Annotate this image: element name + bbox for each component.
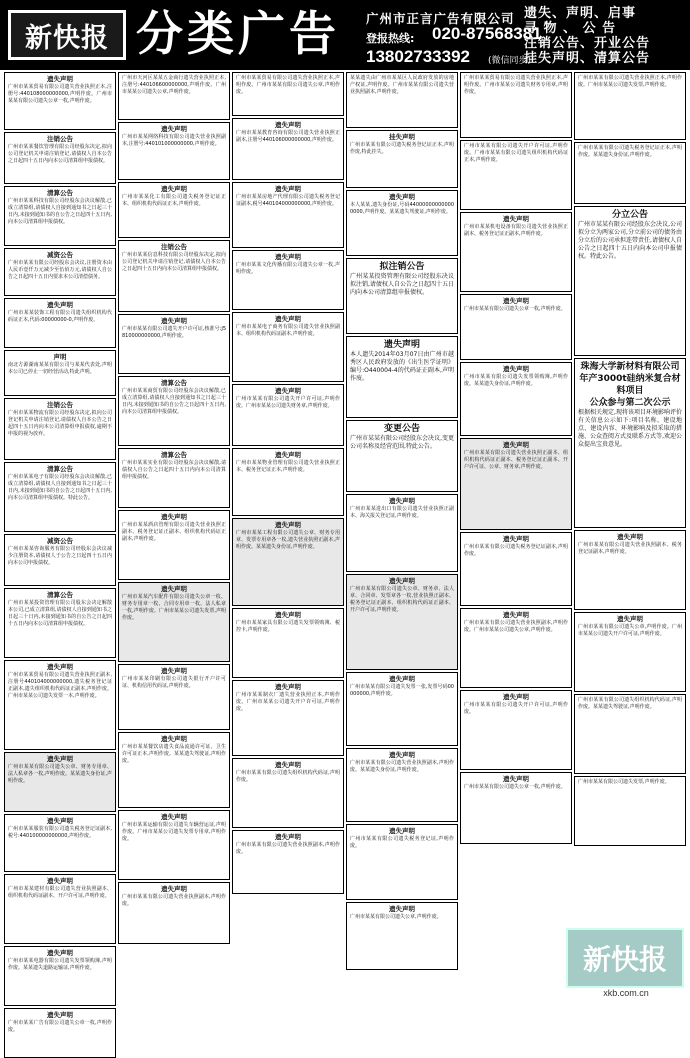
notice: 遗失声明 广州市某某化工有限公司遗失税务登记证正本、组织机构代码证正本,声明作废。 bbox=[118, 182, 230, 238]
notice-title: 遗失声明 bbox=[383, 340, 420, 350]
notice: 减资公告 广州市某某咨询服务有限公司经股东会决议减少注册资本,请债权人于公告之日起四十五日内向本公司申报债权。 bbox=[4, 534, 116, 586]
notice-title: 声明 bbox=[53, 353, 67, 361]
notice: 广州市某某有限公司遗失营业执照正本,声明作废。广州市某某公司遗失发票,声明作废。 bbox=[574, 72, 686, 140]
notice-title: 减资公告 bbox=[47, 537, 73, 545]
notice-title: 遗失声明 bbox=[389, 751, 415, 759]
notice: 遗失声明 广州市某某有限公司遗失公章,声明作废。广州市某某公司遗失开户许可证,声明作废。 bbox=[574, 612, 686, 692]
notice-title: 注销公告 bbox=[47, 135, 73, 143]
notice: 挂失声明 广州市某某有限公司遗失税务登记证正本,声明作废,特此挂失。 bbox=[346, 130, 458, 188]
notice-title: 遗失声明 bbox=[47, 1011, 73, 1019]
notice-title: 遗失声明 bbox=[275, 683, 301, 691]
notice-title: 遗失声明 bbox=[389, 577, 415, 585]
notice: 清算公告 广州市某某商贸有限公司经股东会决议解散,已成立清算组,请债权人自接到通知书之日起三十日内,未接到通知书的自公告之日起四十五日内,向本公司清算组申报债权。 bbox=[118, 376, 230, 446]
notice-title: 分立公告 bbox=[611, 210, 648, 220]
notice-title: 遗失声明 bbox=[389, 905, 415, 913]
notice: 减资公告 广州市某某有限公司经股东会决议,注册资本由人民币壹仟万元减少至伍佰万元,请债权人自公告之日起四十五日内要求本公司清偿债务。 bbox=[4, 248, 116, 296]
notice: 某某遗失由广州市某某区人民政府发放的房地产权证,声明作废。广州市某某有限公司遗失营业执照副本,声明作废。 bbox=[346, 72, 458, 128]
notice: 遗失声明 广州市某某服装有限公司遗失税务登记证副本,税号:440100000000000,声明作废。 bbox=[4, 814, 116, 872]
notice: 珠海大学新材料有限公司年产3000t硅纳米复合材料项目 公众参与第二次公示 根据相关规定,现将该项目环境影响评价有关信息公示如下:项目名称、建设地点、建设内容、环境影响及拟采取的措施、公众查阅方式及联系方式等,欢迎公众提出宝贵意见。 bbox=[574, 358, 686, 528]
service-line: 挂失声明、清算公告 bbox=[524, 51, 651, 66]
notice: 遗失声明 广州市某某有限公司遗失营业执照副本、税务登记证副本,声明作废。 bbox=[574, 530, 686, 610]
notice: 广州市天河区某某五金商行遗失营业执照正本,注册号:440106600000000,声明作废。广州市某某公司遗失公章,声明作废。 bbox=[118, 72, 230, 120]
notice-title: 注销公告 bbox=[161, 243, 187, 251]
notice: 遗失声明 广州市某某有限公司遗失公章,声明作废。 bbox=[346, 902, 458, 970]
notice-title: 遗失声明 bbox=[389, 193, 415, 201]
notice-title: 遗失声明 bbox=[275, 833, 301, 841]
notice-title: 拟注销公告 bbox=[379, 262, 425, 272]
notice-title: 遗失声明 bbox=[161, 185, 187, 193]
footer-url: xkb.com.cn bbox=[566, 988, 686, 1002]
column-4 bbox=[346, 72, 458, 1000]
notice-title: 清算公告 bbox=[161, 379, 187, 387]
notice: 遗失声明 广州市某某电子商务有限公司遗失营业执照副本、组织机构代码证副本,声明作废。 bbox=[232, 312, 344, 382]
notice: 遗失声明 广州市某某电器有限公司遗失发票领购簿,声明作废。某某遗失道路运输证,声明作废。 bbox=[4, 946, 116, 1006]
notice-title: 遗失声明 bbox=[503, 693, 529, 701]
notice: 清算公告 广州市某某电子有限公司经股东会决议解散,已成立清算组,请债权人自接到通知书之日起三十日内,未接到通知书的自公告之日起四十五日内,向本公司清算组申报债权。特此公告。 bbox=[4, 462, 116, 532]
hotline-label: 登报热线: bbox=[366, 32, 415, 45]
service-line: 寻 物 、 公 告 bbox=[524, 21, 617, 36]
notice: 遗失声明 广州市某某餐饮店遗失食品流通许可证、卫生许可证正本,声明作废。某某遗失驾驶证,声明作废。 bbox=[118, 732, 230, 808]
mobile-number: 13802733392 bbox=[366, 47, 471, 66]
notice: 遗失声明 广州市某某汽车配件有限公司遗失公章一枚、财务专用章一枚、合同专用章一枚、法人私章一枚,声明作废。广州市某某公司遗失发票,声明作废。 bbox=[118, 582, 230, 662]
notice-title: 遗失声明 bbox=[161, 125, 187, 133]
notice: 遗失声明 广州市某某有限公司遗失营业执照副本,声明作废。 bbox=[118, 882, 230, 944]
notice-title: 清算公告 bbox=[47, 591, 73, 599]
notice-title: 遗失声明 bbox=[617, 615, 643, 623]
notice-title: 遗失声明 bbox=[161, 585, 187, 593]
notice-title: 变更公告 bbox=[383, 424, 420, 434]
agency-name: 广州市正言广告有限公司 bbox=[366, 11, 515, 26]
notice-title: 遗失声明 bbox=[47, 663, 73, 671]
notice-title: 遗失声明 bbox=[275, 185, 301, 193]
notice-title: 遗失声明 bbox=[389, 497, 415, 505]
notice: 遗失声明 广州市某某有限公司遗失营业执照副本,声明作废。某某遗失身份证,声明作废。 bbox=[346, 748, 458, 822]
notice: 广州市某某贸易有限公司遗失营业执照正本,声明作废。广州市某某有限公司遗失公章,声明作废。 bbox=[232, 72, 344, 116]
notice-title: 遗失声明 bbox=[389, 827, 415, 835]
notice-title: 遗失声明 bbox=[275, 121, 301, 129]
notice-title: 遗失声明 bbox=[275, 387, 301, 395]
notice-title: 遗失声明 bbox=[275, 451, 301, 459]
notice-title: 遗失声明 bbox=[617, 533, 643, 541]
notice: 注销公告 广州市某某物流有限公司经股东决定,拟向公司登记机关申请注销登记,请债权人自本公告之日起四十五日内向本公司清算组申报债权,逾期不申报的视为放弃。 bbox=[4, 398, 116, 460]
notice: 遗失声明 广州市某某房地产代理有限公司遗失税务登记证副本,税号440104000000000,声明作废。 bbox=[232, 182, 344, 248]
service-line: 遗失、声明、启事 bbox=[524, 6, 637, 21]
notice-title: 遗失声明 bbox=[275, 761, 301, 769]
section-title: 分类广告 bbox=[136, 7, 340, 62]
column-6 bbox=[574, 72, 686, 1000]
notice-title: 遗失声明 bbox=[275, 253, 301, 261]
notice-title: 遗失声明 bbox=[47, 949, 73, 957]
notice-title: 遗失声明 bbox=[503, 611, 529, 619]
notice: 遗失声明 广州市某某建材有限公司遗失营业执照副本、组织机构代码证副本、开户许可证,声明作废。 bbox=[4, 874, 116, 944]
column-3 bbox=[232, 72, 344, 1000]
mobile-note: (微信同步) bbox=[488, 56, 532, 66]
column-1 bbox=[4, 72, 116, 1033]
notice: 遗失声明 广州市某某家具有限公司遗失发票领购簿、税控卡,声明作废。 bbox=[232, 608, 344, 678]
notice: 遗失声明 广州市某某文化传播有限公司遗失公章一枚,声明作废。 bbox=[232, 250, 344, 310]
notice-title: 清算公告 bbox=[47, 465, 73, 473]
masthead bbox=[0, 0, 690, 70]
notice-title: 遗失声明 bbox=[47, 877, 73, 885]
notice: 遗失声明 广州市某某有限公司遗失税务登记证副本,声明作废。 bbox=[460, 532, 572, 606]
notice: 遗失声明 广州市某某有限公司遗失公章一枚,声明作废。 bbox=[460, 294, 572, 360]
notice: 清算公告 广州市某某投资管理有限公司股东会决定解散本公司,已成立清算组,请债权人自接到通知书之日起三十日内,未接到通知书的自公告之日起四十五日内向本公司清算组申报债权。 bbox=[4, 588, 116, 658]
notice: 注销公告 广州市某某信息科技有限公司经股东决定,拟向公司登记机关申请注销登记,请债权人自本公告之日起四十五日内向本公司清算组申报债权。 bbox=[118, 240, 230, 312]
notice-title: 遗失声明 bbox=[47, 755, 73, 763]
notice: 遗失声明 广州市某某物业管理有限公司遗失营业执照正本、税务登记证正本,声明作废。 bbox=[232, 448, 344, 516]
notice: 拟注销公告 广州某某投资管理有限公司经股东决议拟注销,请债权人自公告之日起四十五日内向本公司清算组申报债权。 bbox=[346, 258, 458, 334]
notice: 遗失声明 广州市某某贸易有限公司遗失营业执照正本,注册号:440108000000000,声明作废。广州市某某有限公司遗失公章一枚,声明作废。 bbox=[4, 72, 116, 130]
notice-title: 减资公告 bbox=[47, 251, 73, 259]
notice-title: 遗失声明 bbox=[161, 885, 187, 893]
notice-title: 遗失声明 bbox=[47, 817, 73, 825]
newspaper-watermark-logo: 新快报 bbox=[566, 928, 684, 988]
notice-title: 遗失声明 bbox=[275, 315, 301, 323]
notice-title: 遗失声明 bbox=[503, 365, 529, 373]
column-5 bbox=[460, 72, 572, 1000]
newspaper-logo: 新快报 bbox=[8, 10, 126, 60]
notice-title: 注销公告 bbox=[47, 401, 73, 409]
notice: 遗失声明 广州市某某有限公司遗失开户许可证,核准号:J5810000000000,声明作废。 bbox=[118, 314, 230, 374]
notice: 遗失声明 广州市某某进出口有限公司遗失营业执照正副本、海关报关登记证,声明作废。 bbox=[346, 494, 458, 572]
notice: 遗失声明 广州市某某有限公司遗失税务登记证,声明作废。 bbox=[346, 824, 458, 900]
notice-title: 遗失声明 bbox=[161, 667, 187, 675]
notice: 遗失声明 广州市某某酒店管理有限公司遗失营业执照正副本、税务登记证正副本、组织机构代码证正副本,声明作废。 bbox=[118, 510, 230, 580]
notice: 广州市某某有限公司遗失税务登记证正本,声明作废。某某遗失身份证,声明作废。 bbox=[574, 142, 686, 204]
notice-title: 挂失声明 bbox=[389, 133, 415, 141]
notice: 声明 南北方源湖南某某有限公司与某某代表处,声明本公司已停止一切经营活动,特此声明。 bbox=[4, 350, 116, 396]
notice bbox=[346, 336, 458, 418]
notice: 遗失声明 广州市某某有限公司遗失公章一枚,声明作废。 bbox=[460, 772, 572, 844]
notice-title: 遗失声明 bbox=[161, 813, 187, 821]
notice: 变更公告 广州市某某有限公司经股东会决议,变更公司名称及经营范围,特此公告。 bbox=[346, 420, 458, 492]
notice: 遗失声明 广州市某某有限公司遗失组织机构代码证,声明作废。 bbox=[232, 758, 344, 828]
notice: 遗失声明 广州市某某装饰工程有限公司遗失组织机构代码证正本,代码:00000000-0,声明作废。 bbox=[4, 298, 116, 348]
notice: 清算公告 广州市某某科技有限公司经股东会决议解散,已成立清算组,请债权人自接到通知书之日起三十日内,未接到通知书的自公告之日起四十五日内,向本公司清算组申报债权。 bbox=[4, 186, 116, 246]
service-line: 注销公告、开业公告 bbox=[524, 36, 651, 51]
notice: 清算公告 广州市某某实业有限公司经股东会决议解散,请债权人自公告之日起四十五日内向本公司清算组申报债权。 bbox=[118, 448, 230, 508]
notice-title: 珠海大学新材料有限公司年产3000t硅纳米复合材料项目 bbox=[579, 362, 681, 396]
notice: 遗失声明 本人某某,遗失身份证,号码440000000000000000,声明作废。某某遗失驾驶证,声明作废。 bbox=[346, 190, 458, 256]
notice: 遗失声明 广州市某某有限公司遗失公章、财务专用章、法人私章各一枚,声明作废。某某遗失身份证,声明作废。 bbox=[4, 752, 116, 812]
notice: 遗失声明 广州市某某有限公司遗失发票一张,发票号码00000000,声明作废。 bbox=[346, 672, 458, 746]
notice-subtitle: 公众参与第二次公示 bbox=[589, 398, 671, 408]
notice-title: 遗失声明 bbox=[275, 611, 301, 619]
notice-title: 遗失声明 bbox=[503, 297, 529, 305]
notice: 遗失声明 广州市某某有限公司遗失开户许可证,声明作废。广州市某某公司遗失财务章,声明作废。 bbox=[232, 384, 344, 446]
notice: 遗失声明 广州市某某有限公司遗失营业执照正副本、组织机构代码证正副本、税务登记证正副本、开户许可证、公章、财务章,声明作废。 bbox=[460, 438, 572, 530]
notice: 注销公告 广州市某某餐饮管理有限公司经股东决定,拟向公司登记机关申请注销登记,请债权人自本公告之日起四十五日内向本公司清算组申报债权。 bbox=[4, 132, 116, 184]
notice: 广州市某某有限公司遗失开户许可证,声明作废。广州市某某有限公司遗失组织机构代码证正本,声明作废。 bbox=[460, 140, 572, 210]
notice-title: 清算公告 bbox=[161, 451, 187, 459]
notice: 广州市某某贸易有限公司遗失营业执照正本,声明作废。广州市某某公司遗失财务专用章,声明作废。 bbox=[460, 72, 572, 138]
notice: 遗失声明 广州市某某有限公司遗失营业执照副本,声明作废。 bbox=[232, 830, 344, 894]
notice: 遗失声明 广州市某某印刷有限公司遗失银行开户许可证、机构信用代码证,声明作废。 bbox=[118, 664, 230, 730]
column-2 bbox=[118, 72, 230, 1000]
notice-title: 遗失声明 bbox=[161, 317, 187, 325]
notice-body: 本人遗失2014年03月07日由广州市越秀区人民政府发放的《出生医学证明》编号:O440004-4的代码证正副本,声明作废。 bbox=[350, 351, 454, 382]
notice: 遗失声明 广州市某某有限公司遗失公章、财务章、法人章、合同章、发票章各一枚,营业执照正副本、税务登记证正副本、组织机构代码证正副本、开户许可证,声明作废。 bbox=[346, 574, 458, 670]
notice-title: 遗失声明 bbox=[161, 513, 187, 521]
notice: 遗失声明 广州市某某机电设备有限公司遗失营业执照正副本、税务登记证正副本,声明作废。 bbox=[460, 212, 572, 292]
notice-title: 遗失声明 bbox=[47, 301, 73, 309]
notice: 遗失声明 广州市某某教育咨询有限公司遗失营业执照正副本,注册号440106000000000,声明作废。 bbox=[232, 118, 344, 180]
notice: 广州市某某有限公司遗失组织机构代码证,声明作废。某某遗失驾驶证,声明作废。 bbox=[574, 694, 686, 774]
notice-title: 遗失声明 bbox=[161, 735, 187, 743]
notice: 遗失声明 广州市某某有限公司遗失营业执照副本,声明作废。广州市某某公司遗失公章,声明作废。 bbox=[460, 608, 572, 688]
notice: 分立公告 广州市某某有限公司经股东会决议,公司拟分立为两家公司,分立前公司的债务由分立后的公司承担连带责任,请债权人自公告之日起四十五日内向本公司申报债权。特此公告。 bbox=[574, 206, 686, 356]
notice: 遗失声明 广州市某某广告有限公司遗失公章一枚,声明作废。 bbox=[4, 1008, 116, 1058]
notice-title: 遗失声明 bbox=[503, 535, 529, 543]
notice: 遗失声明 广州市某某有限公司遗失发票领购簿,声明作废。某某遗失身份证,声明作废。 bbox=[460, 362, 572, 436]
notice-title: 遗失声明 bbox=[47, 75, 73, 83]
notice: 遗失声明 广州市某某制衣厂遗失营业执照正本,声明作废。广州市某某公司遗失开户许可证,声明作废。 bbox=[232, 680, 344, 756]
hotline-number: 020-87568381 bbox=[432, 24, 542, 43]
notice: 遗失声明 广州市某某贸易有限公司遗失营业执照正副本,注册号440104000000000,遗失税务登记证正副本,遗失组织机构代码证正副本,声明作废。广州市某某公司遗失发票一本,声明作废。 bbox=[4, 660, 116, 750]
notice-title: 清算公告 bbox=[47, 189, 73, 197]
notice: 广州市某某有限公司遗失发票,声明作废。 bbox=[574, 776, 686, 846]
notice: 遗失声明 广州市某某工程有限公司遗失公章、财务专用章、发票专用章各一枚,遗失营业执照正副本,声明作废。某某遗失身份证,声明作废。 bbox=[232, 518, 344, 606]
services-list bbox=[524, 6, 684, 66]
notice: 遗失声明 广州市某某有限公司遗失开户许可证,声明作废。 bbox=[460, 690, 572, 770]
notice-title: 遗失声明 bbox=[275, 521, 301, 529]
notice-title: 遗失声明 bbox=[503, 775, 529, 783]
notice-title: 遗失声明 bbox=[503, 441, 529, 449]
notice-title: 遗失声明 bbox=[503, 215, 529, 223]
notice-title: 遗失声明 bbox=[389, 675, 415, 683]
notice: 遗失声明 广州市某某运输有限公司遗失车辆营运证,声明作废。广州市某某公司遗失发票专用章,声明作废。 bbox=[118, 810, 230, 880]
notice: 遗失声明 广州市某某网络科技有限公司遗失营业执照副本,注册号:440101000000000,声明作废。 bbox=[118, 122, 230, 180]
classified-grid bbox=[4, 72, 686, 1033]
